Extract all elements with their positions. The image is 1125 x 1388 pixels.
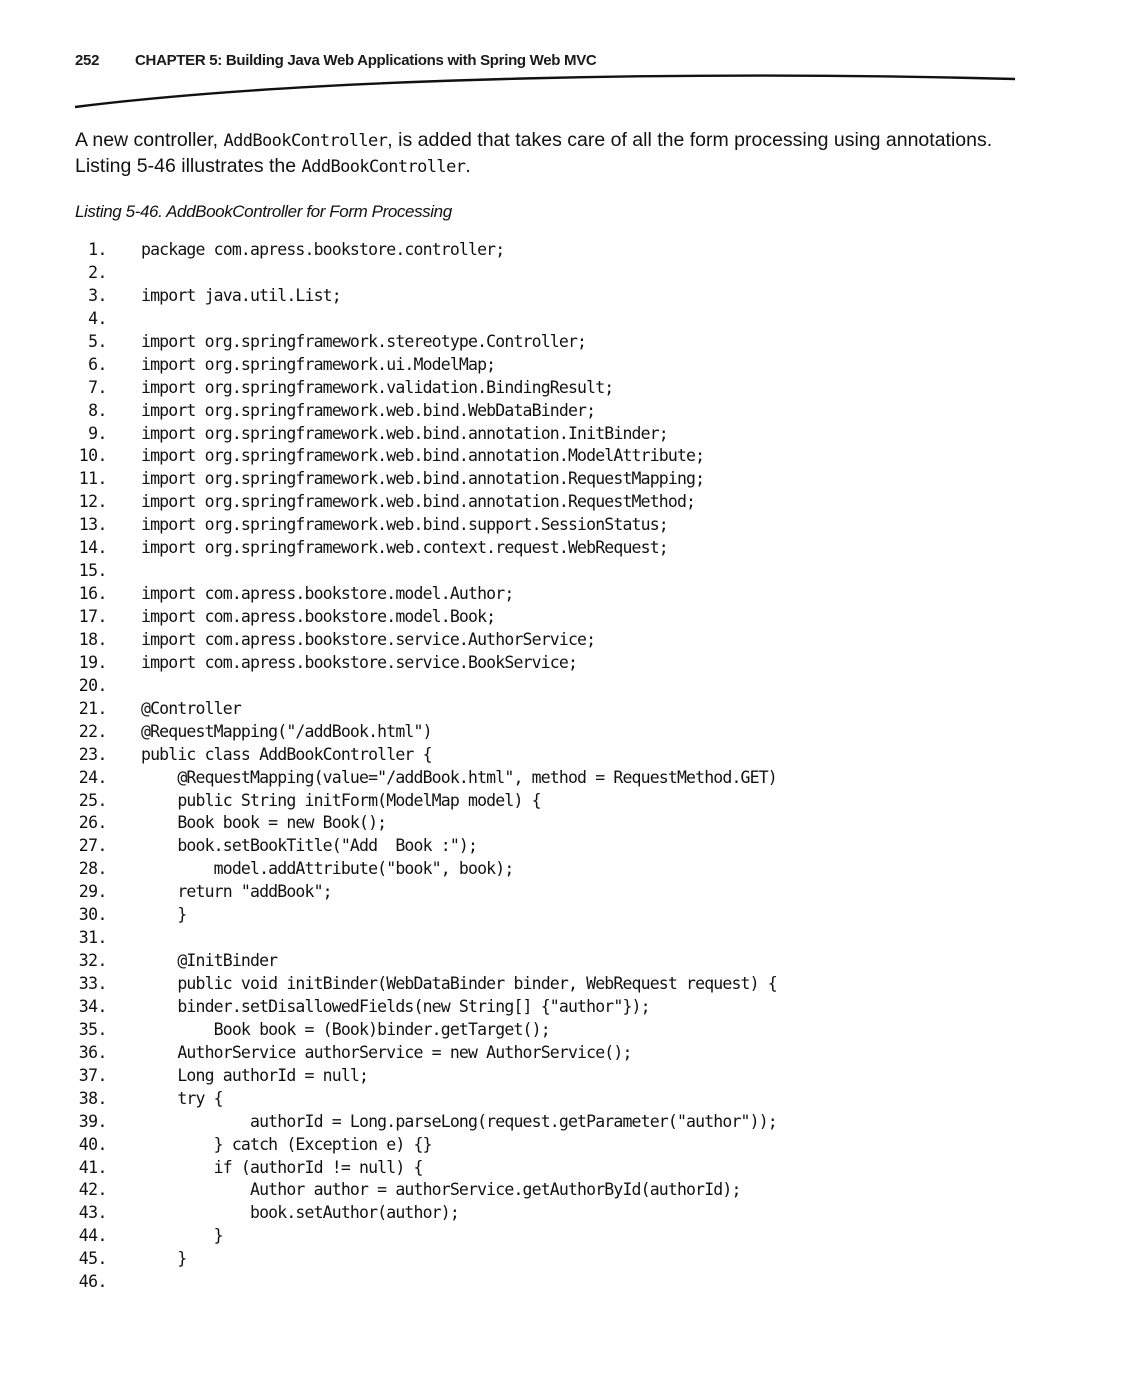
- code-text: import org.springframework.web.bind.annotation.RequestMapping;: [141, 469, 705, 489]
- code-text: import java.util.List;: [141, 285, 341, 305]
- code-line: [75, 1019, 1035, 1042]
- line-number: 8.: [88, 400, 107, 420]
- code-line: [75, 1088, 1035, 1111]
- line-number: 13.: [78, 515, 107, 535]
- code-line: [75, 996, 1035, 1019]
- line-number: 29.: [78, 882, 107, 902]
- line-number: 5.: [88, 331, 107, 351]
- code-line: [75, 606, 1035, 629]
- code-text: book.setBookTitle("Add Book :");: [141, 836, 478, 856]
- line-number: 31.: [78, 928, 107, 948]
- code-line: [75, 262, 1035, 285]
- code-line: [75, 400, 1035, 423]
- code-line: [75, 468, 1035, 491]
- code-line: [75, 1111, 1035, 1134]
- code-text: public void initBinder(WebDataBinder binder, WebRequest request) {: [141, 974, 777, 993]
- code-line: [75, 308, 1035, 331]
- line-number: 6.: [88, 354, 107, 374]
- line-number: 46.: [78, 1272, 107, 1292]
- line-number: 12.: [78, 492, 107, 512]
- line-number: 35.: [78, 1019, 107, 1039]
- code-line: [75, 583, 1035, 606]
- code-text: model.addAttribute("book", book);: [141, 859, 514, 879]
- code-text: Book book = (Book)binder.getTarget();: [141, 1019, 550, 1039]
- intro-text-2: , is added that takes care of all the form processing using annotations. Listing 5-46 illustrates the: [75, 129, 993, 177]
- line-number: 18.: [78, 629, 107, 649]
- line-number: 25.: [78, 790, 107, 810]
- code-text: }: [141, 1249, 187, 1269]
- line-number: 4.: [88, 308, 107, 328]
- line-number: 37.: [78, 1065, 107, 1085]
- line-number: 21.: [78, 698, 107, 718]
- line-number: 11.: [78, 469, 107, 489]
- page-number: 252: [75, 52, 100, 69]
- code-line: [75, 445, 1035, 468]
- intro-code-class-name: AddBookController: [223, 131, 388, 151]
- code-line: [75, 1065, 1035, 1088]
- code-text: import com.apress.bookstore.service.BookService;: [141, 652, 578, 672]
- code-text: authorId = Long.parseLong(request.getParameter("author"));: [141, 1111, 777, 1131]
- code-text: Book book = new Book();: [141, 813, 387, 833]
- code-line: [75, 973, 1035, 996]
- code-line: [75, 675, 1035, 698]
- code-text: import org.springframework.web.bind.annotation.ModelAttribute;: [141, 446, 705, 466]
- code-text: Long authorId = null;: [141, 1065, 369, 1085]
- code-line: [75, 239, 1035, 262]
- code-line: [75, 423, 1035, 446]
- code-line: [75, 904, 1035, 927]
- code-text: import org.springframework.validation.BindingResult;: [141, 377, 614, 397]
- code-text: import org.springframework.web.bind.annotation.InitBinder;: [141, 423, 668, 443]
- code-line: [75, 1225, 1035, 1248]
- line-number: 19.: [78, 652, 107, 672]
- code-text: }: [141, 905, 187, 925]
- line-number: 44.: [78, 1226, 107, 1246]
- code-text: import org.springframework.web.bind.annotation.RequestMethod;: [141, 492, 696, 512]
- line-number: 24.: [78, 767, 107, 787]
- code-line: [75, 950, 1035, 973]
- code-line: [75, 652, 1035, 675]
- code-line: [75, 927, 1035, 950]
- line-number: 30.: [78, 905, 107, 925]
- code-text: @InitBinder: [141, 951, 278, 971]
- code-line: [75, 835, 1035, 858]
- code-text: import org.springframework.web.bind.support.SessionStatus;: [141, 515, 668, 535]
- line-number: 36.: [78, 1042, 107, 1062]
- chapter-title: CHAPTER 5: Building Java Web Applications with Spring Web MVC: [135, 52, 597, 69]
- code-line: [75, 1134, 1035, 1157]
- line-number: 40.: [78, 1134, 107, 1154]
- code-line: [75, 812, 1035, 835]
- line-number: 15.: [78, 561, 107, 581]
- intro-text-3: .: [465, 155, 471, 177]
- line-number: 43.: [78, 1203, 107, 1223]
- line-number: 45.: [78, 1249, 107, 1269]
- line-number: 42.: [78, 1180, 107, 1200]
- code-text: Author author = authorService.getAuthorById(authorId);: [141, 1180, 741, 1200]
- code-text: if (authorId != null) {: [141, 1157, 423, 1177]
- code-line: [75, 354, 1035, 377]
- code-line: [75, 698, 1035, 721]
- line-number: 17.: [78, 607, 107, 626]
- code-text: book.setAuthor(author);: [141, 1203, 459, 1223]
- code-line: [75, 881, 1035, 904]
- code-listing: [75, 239, 1035, 1294]
- code-line: [75, 514, 1035, 537]
- intro-text-1: A new controller,: [75, 129, 224, 151]
- intro-paragraph: [75, 128, 1035, 180]
- intro-code-class-name-2: AddBookController: [301, 157, 466, 177]
- code-line: [75, 285, 1035, 308]
- line-number: 26.: [78, 813, 107, 833]
- code-line: [75, 629, 1035, 652]
- line-number: 22.: [78, 721, 107, 741]
- line-number: 14.: [78, 538, 107, 558]
- code-text: public class AddBookController {: [141, 744, 432, 764]
- code-line: [75, 560, 1035, 583]
- code-text: public String initForm(ModelMap model) {: [141, 790, 541, 810]
- code-text: @RequestMapping(value="/addBook.html", method = RequestMethod.GET): [141, 767, 777, 787]
- code-line: [75, 1248, 1035, 1271]
- code-line: [75, 1202, 1035, 1225]
- line-number: 34.: [78, 996, 107, 1016]
- code-text: import org.springframework.ui.ModelMap;: [141, 354, 496, 374]
- line-number: 1.: [88, 240, 107, 259]
- line-number: 27.: [78, 836, 107, 856]
- code-line: [75, 491, 1035, 514]
- code-text: import com.apress.bookstore.model.Author;: [141, 584, 514, 604]
- code-line: [75, 331, 1035, 354]
- line-number: 2.: [88, 262, 107, 282]
- code-text: import com.apress.bookstore.service.AuthorService;: [141, 629, 596, 649]
- code-text: @Controller: [141, 698, 241, 718]
- code-line: [75, 1179, 1035, 1202]
- line-number: 32.: [78, 951, 107, 971]
- line-number: 10.: [78, 446, 107, 466]
- code-line: [75, 377, 1035, 400]
- code-line: [75, 1271, 1035, 1294]
- line-number: 3.: [88, 285, 107, 305]
- code-text: binder.setDisallowedFields(new String[] {"author"});: [141, 996, 650, 1016]
- line-number: 20.: [78, 675, 107, 695]
- code-text: import org.springframework.stereotype.Controller;: [141, 331, 587, 351]
- code-line: [75, 1042, 1035, 1065]
- code-text: }: [141, 1226, 223, 1246]
- line-number: 38.: [78, 1088, 107, 1108]
- code-line: [75, 858, 1035, 881]
- line-number: 23.: [78, 744, 107, 764]
- header-swoosh-rule: [73, 70, 1015, 112]
- code-text: try {: [141, 1088, 223, 1108]
- line-number: 28.: [78, 859, 107, 879]
- code-text: package com.apress.bookstore.controller;: [141, 240, 505, 259]
- line-number: 41.: [78, 1157, 107, 1177]
- code-line: [75, 1157, 1035, 1180]
- line-number: 16.: [78, 584, 107, 604]
- code-line: [75, 790, 1035, 813]
- code-line: [75, 537, 1035, 560]
- code-text: import org.springframework.web.context.request.WebRequest;: [141, 538, 668, 558]
- code-text: @RequestMapping("/addBook.html"): [141, 721, 432, 741]
- code-text: import org.springframework.web.bind.WebDataBinder;: [141, 400, 596, 420]
- code-line: [75, 721, 1035, 744]
- code-text: return "addBook";: [141, 882, 332, 902]
- code-text: AuthorService authorService = new AuthorService();: [141, 1042, 632, 1062]
- line-number: 9.: [88, 423, 107, 443]
- code-line: [75, 744, 1035, 767]
- listing-caption: Listing 5-46. AddBookController for Form Processing: [75, 202, 452, 221]
- line-number: 7.: [88, 377, 107, 397]
- code-line: [75, 767, 1035, 790]
- code-text: } catch (Exception e) {}: [141, 1134, 432, 1154]
- line-number: 33.: [78, 974, 107, 993]
- line-number: 39.: [78, 1111, 107, 1131]
- code-text: import com.apress.bookstore.model.Book;: [141, 607, 496, 626]
